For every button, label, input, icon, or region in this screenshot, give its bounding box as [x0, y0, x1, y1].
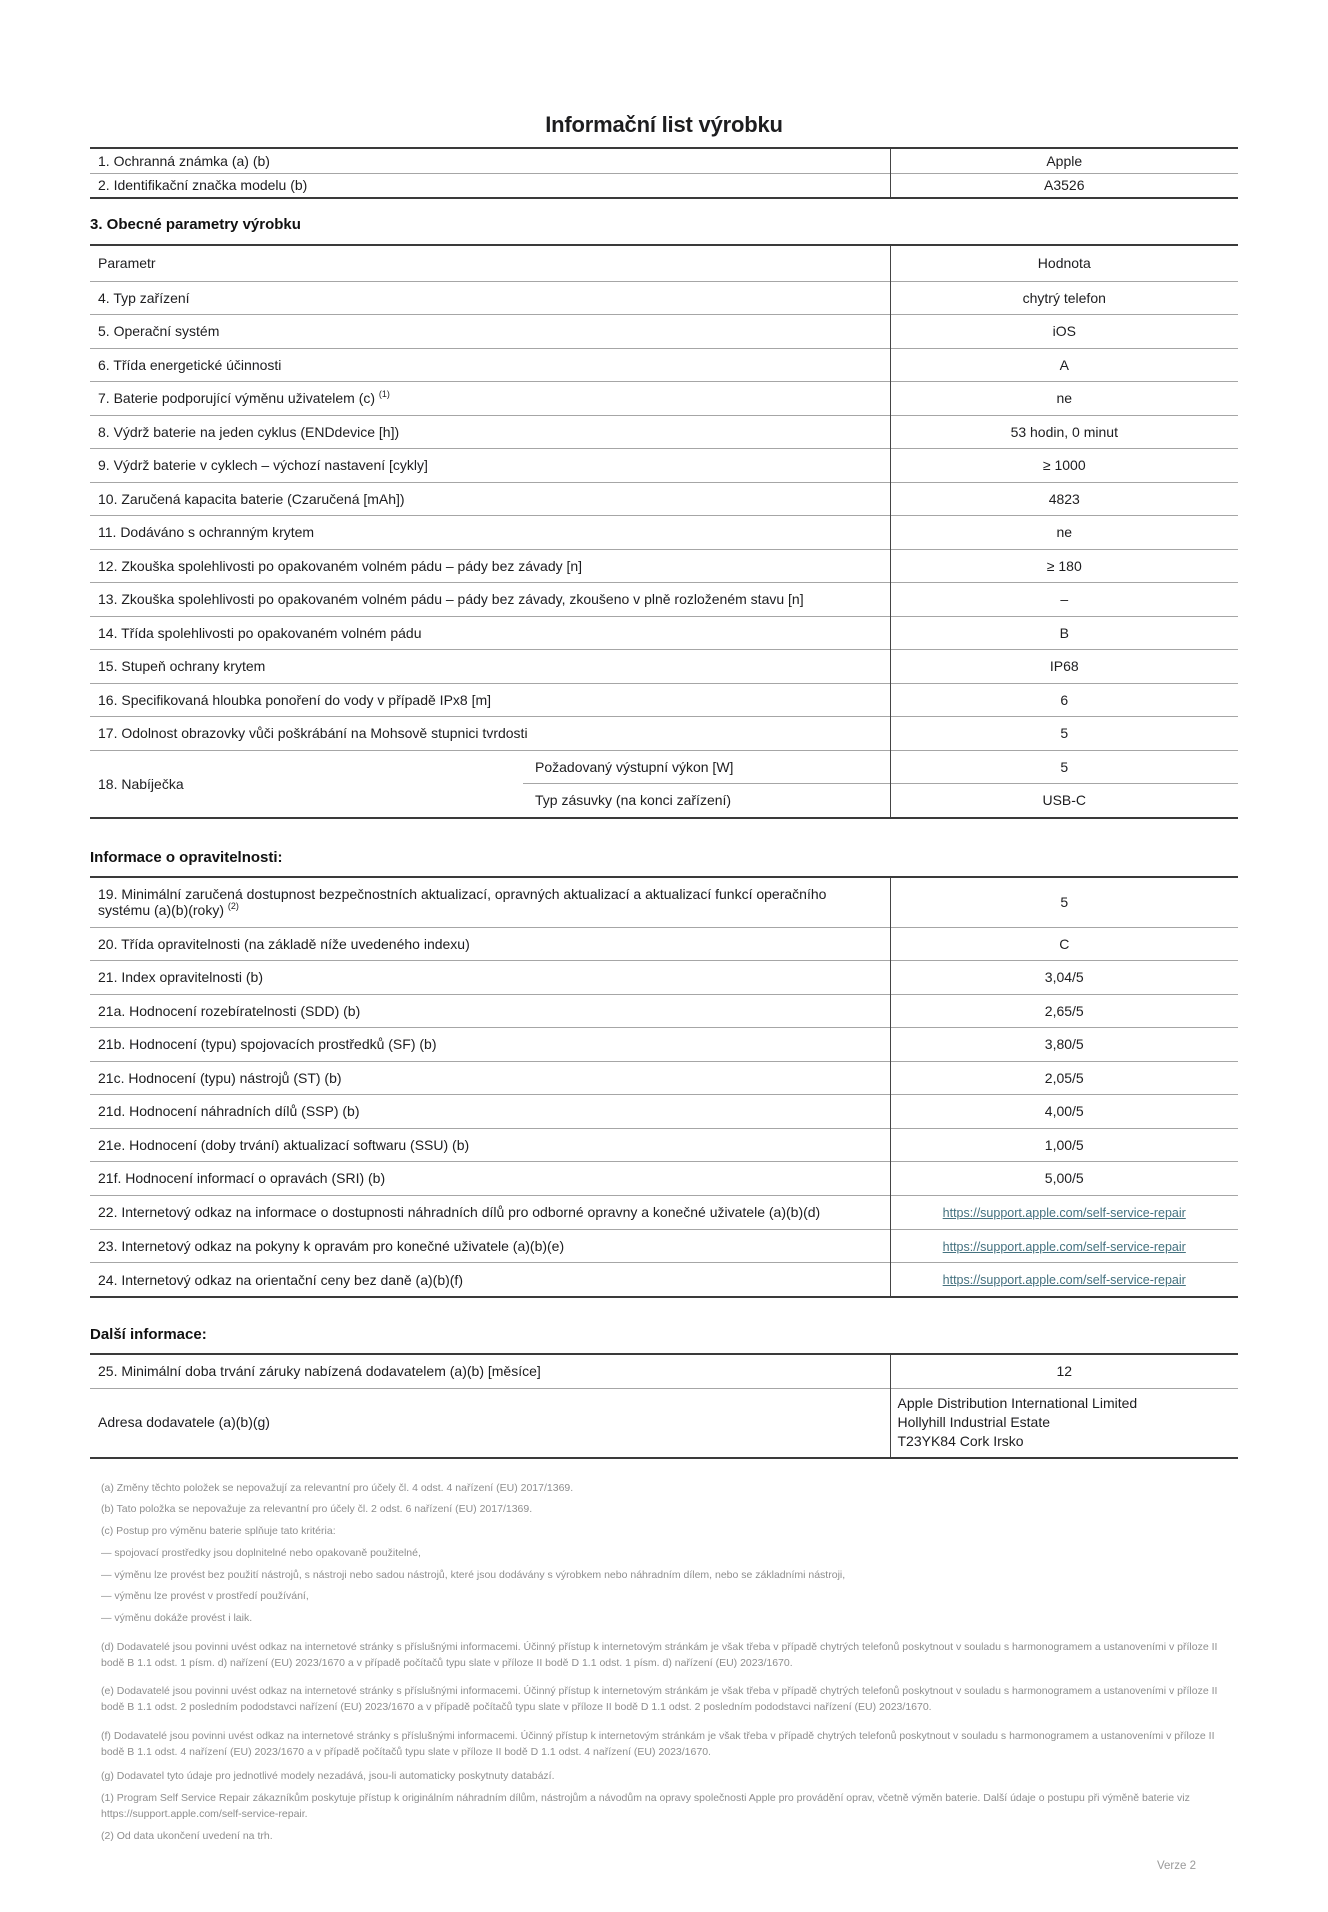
table-row — [90, 1061, 1238, 1095]
table-row — [90, 1354, 1238, 1388]
table-row — [90, 1162, 1238, 1196]
param-label: 22. Internetový odkaz na informace o dostupnosti náhradních dílů pro odborné opravny a konečné uživatele (a)(b)(d) — [90, 1195, 890, 1229]
param-value: A — [890, 348, 1238, 382]
param-value: chytrý telefon — [890, 281, 1238, 315]
param-value: 5,00/5 — [890, 1162, 1238, 1196]
param-value: C — [890, 927, 1238, 961]
param-value: 1,00/5 — [890, 1128, 1238, 1162]
table-header-row — [90, 245, 1238, 281]
table-row — [90, 315, 1238, 349]
table-row — [90, 877, 1238, 928]
param-label: 17. Odolnost obrazovky vůči poškrábání na Mohsově stupnici tvrdosti — [90, 717, 890, 751]
param-label: 21a. Hodnocení rozebíratelnosti (SDD) (b) — [90, 994, 890, 1028]
param-value: Apple — [890, 148, 1238, 173]
param-label: 2. Identifikační značka modelu (b) — [90, 173, 890, 198]
param-value: 4823 — [890, 482, 1238, 516]
table-row — [90, 994, 1238, 1028]
param-value: 3,04/5 — [890, 961, 1238, 995]
param-label: 25. Minimální doba trvání záruky nabízená dodavatelem (a)(b) [měsíce] — [98, 1363, 541, 1380]
footnote: — výměnu dokáže provést i laik. — [101, 1612, 253, 1625]
param-label: 20. Třída opravitelnosti (na základě níže uvedeného indexu) — [90, 927, 890, 961]
footnote: (a) Změny těchto položek se nepovažují za relevantní pro účely čl. 4 odst. 4 nařízení (EU) 2017/1369. — [101, 1481, 574, 1494]
table-row — [90, 1263, 1238, 1297]
identification-table — [90, 147, 1238, 199]
param-value: 53 hodin, 0 minut — [890, 415, 1238, 449]
table-row — [90, 650, 1238, 684]
param-value: iOS — [890, 315, 1238, 349]
footnote: (f) Dodavatelé jsou povinni uvést odkaz na internetové stránky s příslušnými informacemi. Účinný přístup k internetovým stránkám je však třeba v případě chytrých telefonů poskytnout v souladu s harmonogramem a ustanoveními v příloze II bodě B 1.1 odst. 4 nařízení (EU) 2023/1670 a v případě počítačů typu slate v příloze II bodě D 1.1 odst. 4 nařízení (EU) 2023/1670. — [101, 1729, 1215, 1758]
table-row — [90, 549, 1238, 583]
param-label: Adresa dodavatele (a)(b)(g) — [90, 1388, 890, 1457]
table-row — [90, 148, 1238, 173]
table-row — [90, 173, 1238, 198]
table-row — [90, 415, 1238, 449]
section-heading-repairability: Informace o opravitelnosti: — [90, 848, 283, 866]
param-label: 15. Stupeň ochrany krytem — [90, 650, 890, 684]
table-row — [90, 1388, 1238, 1457]
param-value — [890, 1195, 1238, 1229]
param-label: 8. Výdrž baterie na jeden cyklus (ENDdevice [h]) — [90, 415, 890, 449]
param-value — [890, 1263, 1238, 1297]
section-heading-other: Další informace: — [90, 1326, 207, 1344]
param-value: ≥ 180 — [890, 549, 1238, 583]
footnote: (2) Od data ukončení uvedení na trh. — [101, 1829, 273, 1842]
param-label: 7. Baterie podporující výměnu uživatelem (c) $^{(1)}$ — [90, 382, 890, 416]
table-row — [90, 348, 1238, 382]
table-row-charger — [90, 750, 1238, 784]
indicative-prices-link[interactable]: https://support.apple.com/self-service-repair — [942, 1273, 1186, 1288]
address-line: T23YK84 Cork Irsko — [897, 1433, 1024, 1450]
table-row — [90, 717, 1238, 751]
param-label: 21e. Hodnocení (doby trvání) aktualizací softwaru (SSU) (b) — [90, 1128, 890, 1162]
product-fiche — [90, 112, 1238, 1872]
param-value: 4,00/5 — [890, 1095, 1238, 1129]
param-label: 5. Operační systém — [90, 315, 890, 349]
param-label: 23. Internetový odkaz na pokyny k opravám pro konečné uživatele (a)(b)(e) — [90, 1229, 890, 1263]
param-value: USB-C — [890, 784, 1238, 818]
param-value: 3,80/5 — [890, 1028, 1238, 1062]
footnote: (c) Postup pro výměnu baterie splňuje tato kritéria: — [101, 1525, 336, 1538]
param-value: A3526 — [890, 173, 1238, 198]
param-value: 5 — [890, 877, 1238, 928]
param-label: 21f. Hodnocení informací o opravách (SRI) (b) — [90, 1162, 890, 1196]
footnotes — [90, 1481, 1238, 1845]
table-row — [90, 961, 1238, 995]
param-label: 10. Zaručená kapacita baterie (Czaručená [mAh]) — [90, 482, 890, 516]
general-parameters-table — [90, 244, 1238, 819]
param-label: 24. Internetový odkaz na orientační ceny bez daně (a)(b)(f) — [90, 1263, 890, 1297]
footnote: (e) Dodavatelé jsou povinni uvést odkaz na internetové stránky s příslušnými informacemi. Účinný přístup k internetovým stránkám je však třeba v případě chytrých telefonů poskytnout v souladu s harmonogramem a ustanoveními v příloze II bodě B 1.1 odst. 2 posledním pododstavci nařízení (EU) 2023/1670 a v případě počítačů typu slate v příloze II bodě D 1.1 odst. 2 posledním pododstavci nařízení (EU) 2023/1670. — [101, 1685, 1218, 1714]
table-row — [90, 1028, 1238, 1062]
page-title: Informační list výrobku — [545, 112, 783, 137]
param-label: 6. Třída energetické účinnosti — [90, 348, 890, 382]
footnote-ref-2: (2) — [227, 901, 239, 912]
footnote: (1) Program Self Service Repair zákazníkům poskytuje přístup k originálním náhradním dílům, nástrojům a návodům na opravy společnosti Apple pro provádění oprav, včetně výměn baterie. Další údaje o postupu při výměně baterie viz https://support.apple.com/self-service-repair. — [101, 1792, 1190, 1820]
address-line: Hollyhill Industrial Estate — [897, 1414, 1051, 1431]
table-row — [90, 449, 1238, 483]
param-value: IP68 — [890, 650, 1238, 684]
repair-instructions-link[interactable]: https://support.apple.com/self-service-repair — [942, 1239, 1186, 1254]
param-label: 21b. Hodnocení (typu) spojovacích prostředků (SF) (b) — [90, 1028, 890, 1062]
table-row — [90, 482, 1238, 516]
other-information-table — [90, 1353, 1238, 1458]
section-heading-general: 3. Obecné parametry výrobku — [90, 216, 301, 234]
param-value: ≥ 1000 — [890, 449, 1238, 483]
table-row — [90, 382, 1238, 416]
param-value: B — [890, 616, 1238, 650]
param-label: 13. Zkouška spolehlivosti po opakovaném volném pádu – pády bez závady, zkoušeno v plně rozloženém stavu [n] — [90, 583, 890, 617]
param-label: 1. Ochranná známka (a) (b) — [98, 152, 270, 169]
repairability-table — [90, 876, 1238, 1298]
spare-parts-link[interactable]: https://support.apple.com/self-service-repair — [942, 1205, 1186, 1220]
param-value: 5 — [890, 750, 1238, 784]
param-value — [890, 1229, 1238, 1263]
version-label: Verze 2 — [1157, 1860, 1196, 1873]
param-value: 5 — [890, 717, 1238, 751]
table-row — [90, 516, 1238, 550]
footnote: — výměnu lze provést v prostředí používání, — [101, 1590, 309, 1603]
param-label: 21d. Hodnocení náhradních dílů (SSP) (b) — [90, 1095, 890, 1129]
table-row — [90, 927, 1238, 961]
param-label: 16. Specifikovaná hloubka ponoření do vody v případě IPx8 [m] — [90, 683, 890, 717]
param-value: 2,65/5 — [890, 994, 1238, 1028]
charger-sub-label: Typ zásuvky (na konci zařízení) — [523, 784, 890, 818]
param-label: 19. Minimální zaručená dostupnost bezpečnostních aktualizací, opravných aktualizací a aktualizací funkcí operačního systému (a)(b)(roky) $^{(2)}$ — [98, 885, 827, 919]
param-value: 2,05/5 — [890, 1061, 1238, 1095]
table-row — [90, 281, 1238, 315]
param-label: 12. Zkouška spolehlivosti po opakovaném volném pádu – pády bez závady [n] — [90, 549, 890, 583]
footnote: (d) Dodavatelé jsou povinni uvést odkaz na internetové stránky s příslušnými informacemi. Účinný přístup k internetovým stránkám je však třeba v případě chytrých telefonů poskytnout v souladu s harmonogramem a ustanoveními v příloze II bodě B 1.1 odst. 1 písm. d) nařízení (EU) 2023/1670 a v případě počítačů typu slate v příloze II bodě D 1.1 odst. 1 písm. d) nařízení (EU) 2023/1670. — [101, 1640, 1218, 1669]
table-row — [90, 1195, 1238, 1229]
table-row — [90, 1229, 1238, 1263]
table-row — [90, 1095, 1238, 1129]
charger-sub-label: Požadovaný výstupní výkon [W] — [523, 750, 890, 784]
param-label: 4. Typ zařízení — [90, 281, 890, 315]
param-label: 21. Index opravitelnosti (b) — [90, 961, 890, 995]
address-line: Apple Distribution International Limited — [897, 1394, 1138, 1411]
param-value: ne — [890, 516, 1238, 550]
footnote: — spojovací prostředky jsou doplnitelné nebo opakovaně použitelné, — [101, 1546, 421, 1559]
param-value: 6 — [890, 683, 1238, 717]
footnote-ref-1: (1) — [378, 389, 390, 400]
param-label: 21c. Hodnocení (typu) nástrojů (ST) (b) — [90, 1061, 890, 1095]
footnote: — výměnu lze provést bez použití nástrojů, s nástroji nebo sadou nástrojů, které jsou dodávány s výrobkem nebo náhradním dílem, nebo se základními nástroji, — [101, 1568, 846, 1581]
table-row — [90, 683, 1238, 717]
param-label: 14. Třída spolehlivosti po opakovaném volném pádu — [90, 616, 890, 650]
supplier-address — [890, 1388, 1238, 1457]
param-value: ne — [890, 382, 1238, 416]
param-label: 9. Výdrž baterie v cyklech – výchozí nastavení [cykly] — [90, 449, 890, 483]
param-value: 12 — [890, 1354, 1238, 1388]
table-row — [90, 616, 1238, 650]
table-row — [90, 583, 1238, 617]
footnote: (b) Tato položka se nepovažuje za relevantní pro účely čl. 2 odst. 6 nařízení (EU) 2017/1369. — [101, 1503, 533, 1516]
param-label: 11. Dodáváno s ochranným krytem — [90, 516, 890, 550]
column-header-param: Parametr — [98, 255, 156, 272]
param-label: 18. Nabíječka — [90, 750, 523, 818]
footnote: (g) Dodavatel tyto údaje pro jednotlivé modely nezadává, jsou-li automaticky poskytnuty databází. — [101, 1770, 555, 1783]
param-value: – — [890, 583, 1238, 617]
column-header-value: Hodnota — [890, 245, 1238, 281]
table-row — [90, 1128, 1238, 1162]
